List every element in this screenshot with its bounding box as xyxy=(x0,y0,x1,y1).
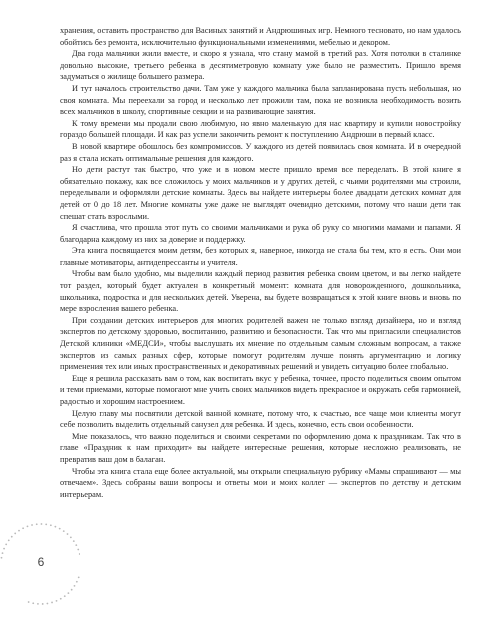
paragraph: При создании детских интерьеров для многих родителей важен не только взгляд дизайнера, но и взгляд экспертов по детскому здоровью, воспитанию, развитию и безопасности. Так что мы пригласили специалистов Детской клиники «МЕДСИ», чтобы выслушать их мнение по отдельным самым сложным вопросам, а также экспертов из самых разных сфер, которые помогут родителям лучше понять аргументацию и логику применения тех или иных пространственных и декоративных решений и увидеть ситуацию более глобально. xyxy=(60,315,461,372)
paragraph: В новой квартире обошлось без компромиссов. У каждого из детей появилась своя комната. И в очередной раз я стала искать оптимальные решения для каждого. xyxy=(60,141,461,163)
paragraph: И тут началось строительство дачи. Там уже у каждого мальчика была запланирована пусть небольшая, но своя комната. Мы переехали за город и несколько лет прожили там, пока не возникла необходимость возить всех мальчиков в школу, спортивные секции и на развивающие занятия. xyxy=(60,83,461,117)
decorative-dot xyxy=(63,530,65,532)
decorative-dot xyxy=(3,548,5,550)
paragraph: Чтобы вам было удобно, мы выделили каждый период развития ребенка своим цветом, и вы легко найдете тот раздел, который будет актуален в конкретный момент: комната для новорожденного, дошкольника, школьника, подростка и для нескольких детей. Уверена, вы будете возвращаться к этой книге вновь и вновь по мере взросления вашего ребенка. xyxy=(60,269,461,314)
decorative-dot xyxy=(11,536,13,538)
paragraph: хранения, оставить пространство для Васиных занятий и Андрюшиных игр. Немного тесновато, но нам удалось обойтись без ремонта, исключительно функциональными изменениями, мебелью и декором. xyxy=(60,26,461,47)
decorative-dot xyxy=(73,540,75,542)
decorative-dot xyxy=(59,528,61,530)
paragraph: Чтобы эта книга стала еще более актуальной, мы открыли специальную рубрику «Мамы спрашивают — мы отвечаем». Здесь собраны ваши вопросы и ответы мои и моих коллег — экспертов по детству и детским интерьерам. xyxy=(60,466,461,499)
decorative-dot xyxy=(32,602,34,604)
decorative-dot xyxy=(2,552,4,554)
decorative-dot xyxy=(41,523,43,525)
decorative-dot xyxy=(56,600,58,602)
page-number: 6 xyxy=(37,555,45,569)
paragraph: Эта книга посвящается моим детям, без которых я, наверное, никогда не стала бы тем, кто я есть. Они мои главные мотиваторы, антидепрессанты и учителя. xyxy=(60,246,461,267)
decorative-dot xyxy=(5,543,7,545)
decorative-dot xyxy=(79,553,80,555)
decorative-dot xyxy=(8,539,10,541)
decorative-dot xyxy=(36,523,38,525)
decorative-dot xyxy=(54,526,56,528)
decorative-dot xyxy=(31,524,33,526)
decorative-dot xyxy=(50,524,52,526)
decorative-dot xyxy=(71,589,73,591)
decorative-dot xyxy=(47,603,49,605)
decorative-dot xyxy=(14,533,16,535)
decorative-dot xyxy=(45,523,47,525)
decorative-dot-arc xyxy=(0,520,80,631)
decorative-dot xyxy=(37,603,39,605)
decorative-dot xyxy=(51,602,53,604)
body-text xyxy=(60,25,461,500)
decorative-dot xyxy=(70,536,72,538)
decorative-dot xyxy=(18,530,20,532)
paragraph: Но дети растут так быстро, что уже и в новом месте пришло время все переделать. В этой книге я обязательно покажу, как все сложилось у моих мальчиков и у других детей, с чьими родителями мы строили, переделывали и оформляли детские комнаты. Здесь вы найдете интерьеры более двадцати детских комнат для детей от 0 до 18 лет. Многие комнаты уже даже не выглядят очевидно детскими, потому что наши дети так спешат стать взрослыми. xyxy=(60,165,461,221)
paragraph: Два года мальчики жили вместе, и скоро я узнала, что стану мамой в третий раз. Хотя потолки в сталинке довольно высокие, третьего ребенка в десятиметровую комнату уже было не разместить. Пришло время задуматься о жилище большего размера. xyxy=(60,49,461,82)
decorative-dot xyxy=(60,598,62,600)
decorative-dot xyxy=(64,595,66,597)
decorative-dot xyxy=(28,601,30,603)
paragraph: Целую главу мы посвятили детской ванной комнате, потому что, к счастью, все чаще мои клиенты могут себе позволить выделить отдельный санузел для ребенка. И здесь, конечно, есть свои особенности. xyxy=(60,408,461,430)
decorative-dot xyxy=(76,581,78,583)
decorative-dot xyxy=(74,585,76,587)
paragraph: Мне показалось, что важно поделиться и своими секретами по оформлению дома к праздникам. Так что в главе «Праздник к нам приходит» вы найдете интересные решения, которые несложно реализовать, не превратив ваш дом в балаган. xyxy=(60,431,461,464)
decorative-dot xyxy=(68,592,70,594)
decorative-dot xyxy=(27,525,29,527)
decorative-dot xyxy=(42,603,44,605)
paragraph: Еще я решила рассказать вам о том, как воспитать вкус у ребенка, точнее, просто поделиться своим опытом и теми приемами, которые помогают мне учить своих мальчиков видеть прекрасное и окружать себя гармонией, радостью и хорошим настроением. xyxy=(60,373,461,406)
decorative-dot xyxy=(1,557,3,559)
paragraph: К тому времени мы продали свою любимую, но явно маленькую для нас квартиру и купили новостройку гораздо большей площади. И как раз успели закончить ремонт к поступлению Андрюши в первый класс. xyxy=(60,118,461,140)
decorative-dot xyxy=(77,549,79,551)
paragraph: Я счастлива, что прошла этот путь со своими мальчиками и рука об руку со многими мамами и папами. Я благодарна каждому из них за доверие и поддержку. xyxy=(60,223,461,244)
decorative-dot xyxy=(67,533,69,535)
decorative-dot xyxy=(78,576,80,578)
decorative-dot xyxy=(22,527,24,529)
decorative-dot xyxy=(75,544,77,546)
